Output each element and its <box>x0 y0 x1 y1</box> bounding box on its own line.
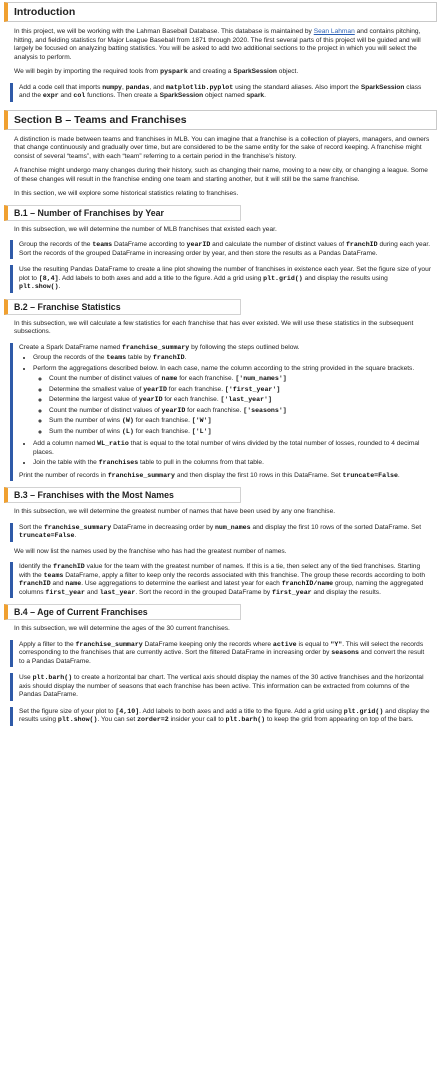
code: pyspark <box>160 68 188 75</box>
text-fragment: Apply a filter to the <box>19 640 74 648</box>
inline-code: franchID <box>53 563 85 570</box>
text: and creating a <box>189 68 232 75</box>
inline-code: ['num_names'] <box>235 375 287 382</box>
list-item <box>49 386 431 395</box>
text-fragment: Perform the aggregations described below. In each case, name the column according to the string provided in the square brackets. <box>33 364 415 372</box>
text-fragment: Add a column named <box>33 440 96 447</box>
bold: SparkSession <box>233 68 277 75</box>
inline-code: truncate=False <box>342 471 398 479</box>
text-fragment: Create a Spark DataFrame named <box>19 343 121 351</box>
intro-paragraph <box>14 28 437 62</box>
b1-instruction-2 <box>10 265 437 293</box>
inline-code: (W) <box>121 417 134 424</box>
inline-code: teams <box>43 571 64 579</box>
b1-instruction-1 <box>10 240 437 259</box>
text-fragment: Sum the number of wins <box>49 417 121 424</box>
text-fragment: Group the records of the <box>33 354 105 361</box>
list-item <box>33 440 431 457</box>
text-fragment: using the standard aliases. Also import the <box>235 83 359 91</box>
list-item <box>49 417 431 426</box>
text-fragment: . Sort the record in the grouped DataFrame by <box>135 588 271 596</box>
text-fragment: table by <box>127 354 152 361</box>
inline-code: plt.grid() <box>263 274 303 282</box>
text-fragment: and display the results using <box>304 274 388 282</box>
text-fragment: SparkSession <box>360 83 405 91</box>
text-fragment: and <box>86 588 98 596</box>
text-fragment: for each franchise. <box>168 385 224 393</box>
text-fragment: for each franchise. <box>135 427 190 435</box>
inline-code: plt.show() <box>19 283 59 290</box>
text-fragment: for each franchise. <box>187 406 242 414</box>
subsection-heading-b3: B.3 – Franchises with the Most Names <box>4 487 241 503</box>
list-item <box>49 407 431 416</box>
inline-code: last_year <box>99 588 136 596</box>
text-fragment: class and the <box>19 83 422 99</box>
inline-code: franchise_summary <box>122 343 190 351</box>
text-fragment: and then display the first 10 rows in this DataFrame. Set <box>176 471 341 479</box>
b1-paragraph: In this subsection, we will determine the number of MLB franchises that existed each year. <box>14 225 277 233</box>
text-fragment: value for the team with the greatest number of names. If this is a tie, then select any of the tied franchises. Starting with the <box>19 563 421 579</box>
section-b-paragraph-2: A franchise might undergo many changes during their history, such as changing their name, moving to a new city, or changing a league. Some of these changes will result in the franchise ending one team and starting another, but it will still be the same franchise. <box>14 167 428 183</box>
inline-code: expr <box>42 92 59 99</box>
text-fragment: Use the resulting Pandas DataFrame to create a line plot showing the number of franchises in existence each year. Set the figure size of your plot to <box>19 266 431 282</box>
inline-code: ['first_year'] <box>224 385 281 393</box>
text-fragment: insider your call to <box>170 716 224 723</box>
b4-instruction-1 <box>10 640 437 668</box>
b2-paragraph: In this subsection, we will calculate a few statistics for each franchise that has ever existed. We will use these statistics in the subsequent subsections. <box>14 319 414 335</box>
inline-code: plt.barh() <box>32 674 73 681</box>
inline-code: ['seasons'] <box>243 406 287 414</box>
inline-code: plt.show() <box>57 716 98 723</box>
list-item <box>33 354 431 363</box>
inline-code: first_year <box>45 588 85 596</box>
inline-code: franchise_summary <box>75 640 143 648</box>
text-fragment: functions. Then create a <box>87 92 158 99</box>
text-fragment: and <box>52 580 64 587</box>
subsection-heading-b1: B.1 – Number of Franchises by Year <box>4 205 241 221</box>
aggregations-list <box>49 375 431 436</box>
inline-code: franchID <box>19 580 51 587</box>
b4-paragraph: In this subsection, we will determine the ages of the 30 current franchises. <box>14 625 230 632</box>
inline-code: seasons <box>331 649 359 656</box>
text-fragment: for each franchise. <box>135 417 190 424</box>
text-fragment: Print the number of records in <box>19 471 106 479</box>
text-fragment: , and <box>149 83 165 91</box>
b3-instruction-2 <box>10 562 437 598</box>
text-fragment: . <box>58 283 61 290</box>
text-fragment: . Use aggregations to determine the earliest and latest year for each <box>81 580 280 587</box>
text-fragment: Identify the <box>19 563 52 570</box>
b3-paragraph: In this subsection, we will determine the greatest number of names that have been used by any one franchise. <box>14 508 336 515</box>
sean-lahman-link[interactable]: Sean Lahman <box>313 28 355 35</box>
inline-code: (L) <box>121 427 134 435</box>
list-item <box>49 375 431 384</box>
text-fragment: spark <box>246 92 265 99</box>
inline-code: franchises <box>98 459 139 466</box>
inline-code: plt.barh() <box>225 716 266 723</box>
text-fragment: Set the figure size of your plot to <box>19 707 114 715</box>
inline-code: pandas <box>125 83 150 91</box>
section-b-paragraph-3: In this section, we will explore some historical statistics relating to franchises. <box>14 190 239 197</box>
text-fragment: by following the steps outlined below. <box>191 343 300 351</box>
inline-code: [4,10] <box>115 707 140 715</box>
text-fragment: object named <box>205 92 245 99</box>
inline-code: ['last_year'] <box>220 396 272 403</box>
inline-code: name <box>65 580 82 587</box>
inline-code: matplotlib.pyplot <box>165 83 234 91</box>
inline-code: ['W'] <box>191 417 212 424</box>
inline-code: franchise_summary <box>43 523 112 531</box>
inline-code: teams <box>92 241 113 248</box>
b2-steps-list <box>33 354 431 468</box>
text-fragment: . <box>184 354 187 361</box>
text-fragment: SparkSession <box>159 92 204 99</box>
inline-code: [8,4] <box>38 274 59 282</box>
inline-code: numpy <box>102 83 123 91</box>
text-fragment: is equal to <box>298 640 329 648</box>
text-fragment: and calculate the number of distinct values of <box>212 241 345 248</box>
text-fragment: Count the number of distinct values of <box>49 406 160 414</box>
text-fragment: that is equal to the total number of wins divided by the total number of losses, rounded to 4 decimal places. <box>33 440 420 456</box>
b3-paragraph-2: We will now list the names used by the franchise who has had the greatest number of names. <box>14 547 287 555</box>
b3-instruction-1 <box>10 523 437 542</box>
inline-code: name <box>161 375 178 382</box>
inline-code: franchID <box>345 241 378 248</box>
inline-code: num_names <box>214 523 251 531</box>
text-fragment: . <box>74 532 77 539</box>
text-fragment: and display the results. <box>313 588 381 596</box>
b2-instruction-box <box>10 343 437 482</box>
text-fragment: to keep the grid from appearing on top of the bars. <box>266 716 414 723</box>
section-heading-introduction: Introduction <box>4 2 437 22</box>
text-fragment: DataFrame in decreasing order by <box>113 523 214 531</box>
text-fragment: . You can set <box>97 716 136 723</box>
text-fragment: Count the number of distinct values of <box>49 375 160 382</box>
text-fragment: for each franchise. <box>179 375 234 382</box>
b4-instruction-2 <box>10 673 437 701</box>
inline-code: yearID <box>186 241 211 248</box>
text-fragment: Determine the smallest value of <box>49 385 142 393</box>
instruction-box-imports <box>10 83 437 102</box>
text-fragment: Determine the largest value of <box>49 396 137 403</box>
text-fragment: and convert the result to a Pandas DataFrame. <box>19 649 425 665</box>
section-heading-b: Section B – Teams and Franchises <box>4 110 437 130</box>
inline-code: franchise_summary <box>107 471 175 479</box>
text-fragment: DataFrame keeping only the records where <box>144 640 272 648</box>
text-fragment: Group the records of the <box>19 241 91 248</box>
inline-code: col <box>73 92 86 99</box>
list-item <box>49 396 431 405</box>
text-fragment: DataFrame according to <box>113 241 185 248</box>
inline-code: yearID <box>138 396 163 403</box>
text: We will begin by importing the required tools from <box>14 68 159 75</box>
text-fragment: and <box>60 92 72 99</box>
text-fragment: group, naming the aggregated columns <box>19 580 424 596</box>
inline-code: plt.grid() <box>343 707 384 715</box>
text-fragment: and display the results using <box>19 707 430 723</box>
text-fragment: . This will select the records corresponding to the franchises that are currently active. Sort the filtered DataFrame in increasing order by <box>19 640 424 656</box>
inline-code: franchID/name <box>281 580 334 587</box>
list-item <box>33 365 431 437</box>
subsection-heading-b2: B.2 – Franchise Statistics <box>4 299 241 315</box>
inline-code: active <box>272 640 297 648</box>
text-fragment: Use <box>19 674 31 681</box>
b4-instruction-3 <box>10 707 437 726</box>
list-item <box>49 428 431 437</box>
inline-code: "Y" <box>330 640 343 648</box>
text-fragment: DataFrame, apply a filter to keep only the records associated with this franchise. The group these records according to both <box>65 571 426 579</box>
inline-code: WL_ratio <box>97 440 129 447</box>
text-fragment: , <box>122 83 126 91</box>
section-b-paragraph-1: A distinction is made between teams and franchises in MLB. You can imagine that a franchise is a collection of players, managers, and owners that change continuously and gradually over time, but are considered to be the same entity for the sake of record keeping. A franchise might consist of several “teams”, with each “team” referring to a certain period in the franchise’s history. <box>14 135 430 160</box>
inline-code: yearID <box>161 406 186 414</box>
text-fragment: for each franchise. <box>164 396 219 403</box>
inline-code: ['L'] <box>191 427 212 435</box>
inline-code: yearID <box>143 385 167 393</box>
text-fragment: Join the table with the <box>33 459 97 466</box>
text: object. <box>278 68 299 75</box>
text-fragment: to create a horizontal bar chart. The vertical axis should display the names of the 30 active franchises and the horizontal axis should display the number of seasons that each franchise has been active. This information can be extracted from columns of the Pandas DataFrame. <box>19 674 424 698</box>
text-fragment: . <box>264 92 266 99</box>
inline-code: teams <box>106 354 127 361</box>
text-fragment: Add a code cell that imports <box>19 83 101 91</box>
inline-code: franchID <box>152 354 185 361</box>
intro-paragraph-2 <box>14 68 437 77</box>
inline-code: first_year <box>272 588 312 596</box>
list-item <box>33 459 431 468</box>
inline-code: zorder=2 <box>137 716 169 723</box>
text-fragment: . <box>397 471 400 479</box>
text-fragment: table to pull in the columns from that table. <box>140 459 264 466</box>
inline-code: truncate=False <box>19 532 75 539</box>
text-fragment: during each year. Sort the records of the grouped DataFrame in increasing order by year, and then store the results as a Pandas DataFrame. <box>19 241 431 257</box>
text-fragment: Sort the <box>19 523 43 531</box>
text: and contains pitching, hitting, and fielding statistics for Major League Baseball from 1871 through 2020. The first several parts of this project will be guided and will largely be focused on analyzing batting statistics. You will be asked to add two additional sections to the project in which you will select the analysis to perform. <box>14 28 421 61</box>
text-fragment: Sum the number of wins <box>49 427 121 435</box>
text: In this project, we will be working with the Lahman Baseball Database. This database is maintained by <box>14 28 312 35</box>
subsection-heading-b4: B.4 – Age of Current Franchises <box>4 604 241 620</box>
text-fragment: . Add labels to both axes and add a title to the figure. Add a grid using <box>139 707 342 715</box>
text-fragment: . Add labels to both axes and add a title to the figure. Add a grid using <box>58 274 262 282</box>
text-fragment: and display the first 10 rows of the sorted DataFrame. Set <box>252 523 422 531</box>
